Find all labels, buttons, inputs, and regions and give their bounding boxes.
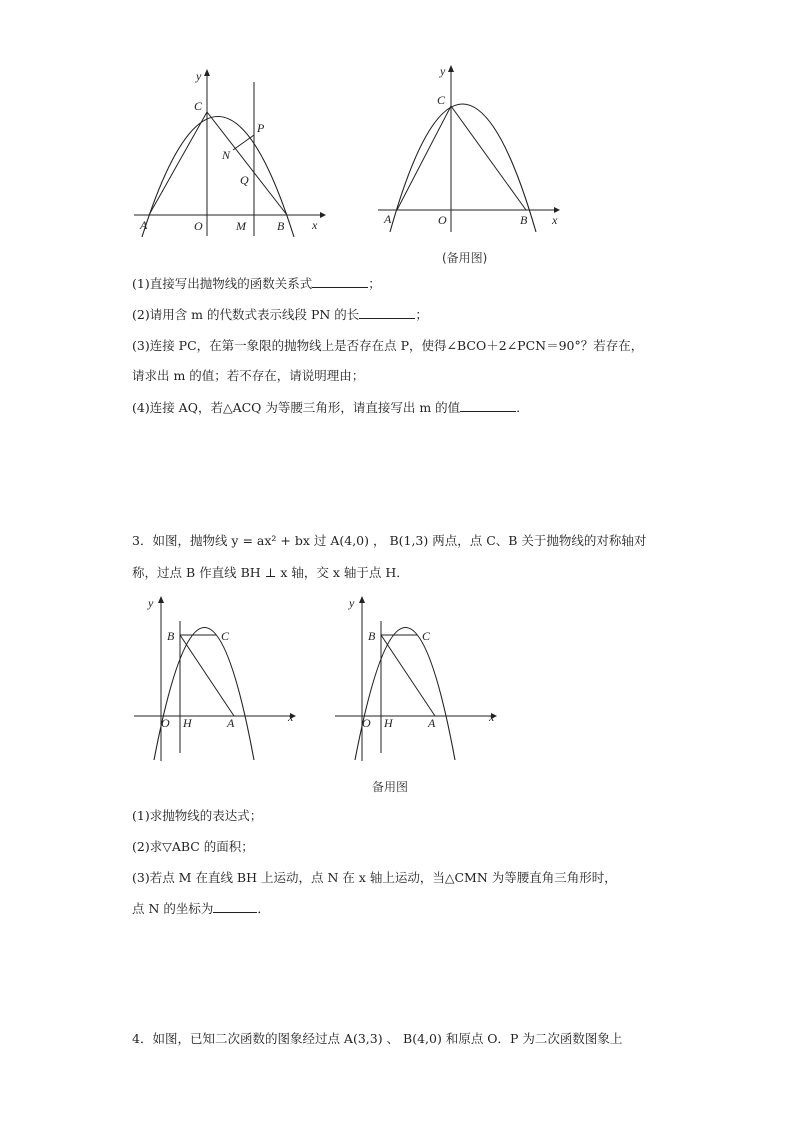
label-P: P <box>257 121 265 135</box>
problem3-stem-line2: 称，过点 B 作直线 BH ⊥ x 轴，交 x 轴于点 H． <box>132 565 409 580</box>
label-A: A <box>227 716 235 730</box>
x-axis-arrow <box>320 212 326 218</box>
segment-BA <box>381 635 435 716</box>
problem2-item-3: (3)连接 PC，在第一象限的抛物线上是否存在点 P，使得∠BCO＋2∠PCN＝90°？若存在， <box>132 338 644 353</box>
label-Q: Q <box>240 173 249 187</box>
label-C: C <box>194 99 203 113</box>
label-M: M <box>236 219 246 233</box>
label-y: y <box>349 596 355 610</box>
answer-blank[interactable] <box>213 900 257 913</box>
problem2-main-figure <box>130 66 330 241</box>
label-C: C <box>422 629 431 643</box>
problem3-stem-line1: 3．如图，抛物线 y = ax² + bx 过 A(4,0) ， B(1,3) 两点，点 C、B 关于抛物线的对称轴对 <box>132 533 647 548</box>
problem3-item-3: (3)若点 M 在直线 BH 上运动，点 N 在 x 轴上运动，当△CMN 为等腰直角三角形时， <box>132 870 617 885</box>
y-axis-arrow <box>158 596 164 603</box>
label-O: O <box>438 213 447 227</box>
label-O: O <box>161 716 170 730</box>
answer-blank[interactable] <box>359 306 415 319</box>
segment-CB <box>451 106 526 210</box>
label-H: H <box>384 716 393 730</box>
label-B: B <box>167 629 175 643</box>
label-y: y <box>148 596 154 610</box>
label-x: x <box>489 710 495 724</box>
label-A: A <box>384 212 392 226</box>
problem3-backup-caption: 备用图 <box>372 780 409 794</box>
label-x: x <box>312 218 318 232</box>
answer-blank[interactable] <box>460 399 516 412</box>
problem2-item-3-cont: 请求出 m 的值；若不存在，请说明理由； <box>132 368 365 383</box>
problem3-main-graph <box>130 593 310 768</box>
problem4-stem-line1: 4．如图，已知二次函数的图象经过点 A(3,3) 、 B(4,0) 和原点 O．P 为二次函数图象上 <box>132 1031 623 1046</box>
label-B: B <box>520 213 528 227</box>
label-x: x <box>288 710 294 724</box>
label-A: A <box>428 716 436 730</box>
label-O: O <box>362 716 371 730</box>
problem2-item-1: (1)直接写出抛物线的函数关系式 ； <box>132 276 381 291</box>
y-axis-arrow <box>204 69 210 76</box>
problem2-backup-graph <box>374 60 574 240</box>
label-C: C <box>437 93 446 107</box>
label-H: H <box>183 716 192 730</box>
segment-PN <box>233 135 254 150</box>
label-x: x <box>552 213 558 227</box>
segment-AC <box>397 106 451 210</box>
problem3-main-figure <box>130 593 310 768</box>
label-y: y <box>196 69 202 83</box>
label-N: N <box>222 148 231 162</box>
y-axis-arrow <box>359 596 365 603</box>
problem3-backup-graph <box>331 593 511 768</box>
label-A: A <box>140 218 148 232</box>
parabola-curve <box>355 628 455 761</box>
problem2-item-4: (4)连接 AQ，若△ACQ 为等腰三角形，请直接写出 m 的值 ． <box>132 400 529 415</box>
label-B: B <box>368 629 376 643</box>
problem2-item-2: (2)请用含 m 的代数式表示线段 PN 的长 ； <box>132 307 428 322</box>
parabola-curve <box>154 628 254 761</box>
y-axis-arrow <box>448 65 454 72</box>
segment-BA <box>180 635 234 716</box>
label-B: B <box>277 219 285 233</box>
problem3-item-2: (2)求▽ABC 的面积； <box>132 839 254 854</box>
problem3-item-3-cont: 点 N 的坐标为 ． <box>132 901 270 916</box>
problem3-item-1: (1)求抛物线的表达式； <box>132 808 263 823</box>
segment-AC <box>149 112 207 215</box>
label-C: C <box>221 629 230 643</box>
problem2-main-graph <box>130 66 330 241</box>
label-y: y <box>440 64 446 78</box>
problem2-backup-caption: (备用图) <box>442 251 488 265</box>
label-O: O <box>194 219 203 233</box>
segment-CB <box>207 112 287 215</box>
problem3-backup-figure <box>331 593 511 768</box>
parabola-curve <box>142 117 294 238</box>
answer-blank[interactable] <box>312 275 368 288</box>
problem2-backup-figure <box>374 60 574 240</box>
